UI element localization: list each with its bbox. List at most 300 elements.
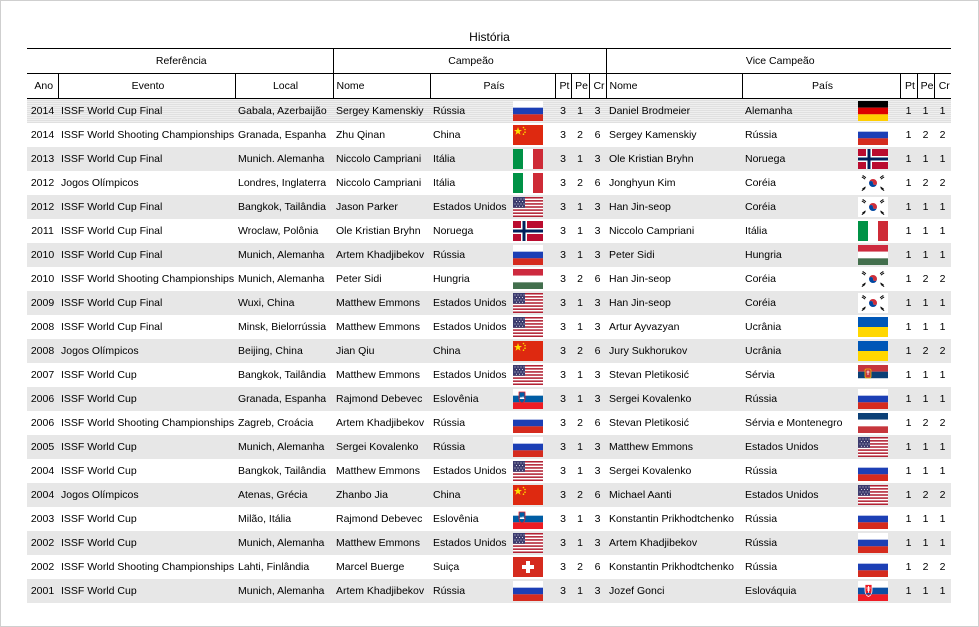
cell-campeao-pt: 3 xyxy=(555,531,571,555)
table-title: História xyxy=(469,30,510,44)
cell-campeao-pt: 3 xyxy=(560,416,566,429)
cell-vice-pais xyxy=(742,483,900,507)
cell-vice-nome: Stevan Pletikosić xyxy=(609,368,689,381)
col-campeao-pe: Pe xyxy=(571,74,589,99)
italy-flag-icon xyxy=(513,149,543,169)
russia-flag-icon xyxy=(858,533,888,553)
cell-campeao-nome: Niccolo Campriani xyxy=(333,147,430,171)
cell-campeao-nome: Zhanbo Jia xyxy=(333,483,430,507)
cell-evento: Jogos Olímpicos xyxy=(61,176,139,189)
group-campeao: Campeão xyxy=(333,49,606,74)
cell-ano: 2010 xyxy=(30,272,55,285)
cell-vice-pais xyxy=(742,315,900,339)
cell-vice-cr: 2 xyxy=(939,128,946,141)
cell-evento: ISSF World Cup Final xyxy=(58,243,235,267)
country-name: Itália xyxy=(433,152,456,165)
cell-local: Granada, Espanha xyxy=(235,387,333,411)
cell-local: Munich, Alemanha xyxy=(235,435,333,459)
germany-flag-icon xyxy=(858,101,888,121)
cell-vice-cr: 2 xyxy=(939,560,946,573)
col-vice-nome: Nome xyxy=(606,74,742,99)
cell-campeao-pt: 3 xyxy=(560,224,566,237)
cell-campeao-pais xyxy=(430,219,555,243)
cell-vice-pe: 2 xyxy=(922,272,929,285)
cell-campeao-nome: Artem Khadjibekov xyxy=(336,416,425,429)
cell-vice-pe: 1 xyxy=(922,224,929,237)
cell-vice-pais xyxy=(742,291,900,315)
cell-vice-pais xyxy=(742,387,900,411)
cell-campeao-pe: 2 xyxy=(577,272,583,285)
country-name: Noruega xyxy=(745,152,786,165)
country-name: Rússia xyxy=(433,440,466,453)
korea-flag-icon xyxy=(858,293,888,313)
cell-vice-pt: 1 xyxy=(905,560,912,573)
country-name: Hungria xyxy=(433,272,470,285)
country-name: Rússia xyxy=(745,560,778,573)
cell-campeao-pt: 3 xyxy=(555,243,571,267)
country-name: Eslováquia xyxy=(745,584,797,597)
country-name: Eslovênia xyxy=(433,512,479,525)
cell-local: Gabala, Azerbaijão xyxy=(235,99,333,123)
cell-campeao-cr: 3 xyxy=(589,147,606,171)
cell-vice-pe: 1 xyxy=(922,320,929,333)
cell-evento: ISSF World Cup xyxy=(58,387,235,411)
cell-campeao-nome: Artem Khadjibekov xyxy=(333,579,430,603)
cell-vice-nome: Han Jin-seop xyxy=(609,272,671,285)
country-name: Noruega xyxy=(433,224,474,237)
cell-evento: ISSF World Cup xyxy=(61,368,137,381)
cell-vice-nome: Konstantin Prikhodtchenko xyxy=(609,512,734,525)
cell-vice-pt: 1 xyxy=(900,483,917,507)
cell-evento: ISSF World Cup Final xyxy=(58,147,235,171)
country-name: Estados Unidos xyxy=(745,488,819,501)
country-name: Eslovênia xyxy=(433,392,479,405)
cell-vice-pe: 1 xyxy=(917,387,934,411)
cell-campeao-pais xyxy=(430,531,555,555)
cell-local: Minsk, Bielorrússia xyxy=(238,320,327,333)
cell-local: Atenas, Grécia xyxy=(235,483,333,507)
cell-ano: 2013 xyxy=(27,147,58,171)
cell-vice-cr: 1 xyxy=(934,291,951,315)
country-name: Estados Unidos xyxy=(433,368,507,381)
cell-campeao-pais xyxy=(430,291,555,315)
cell-campeao-pt: 3 xyxy=(555,339,571,363)
cell-vice-nome: Han Jin-seop xyxy=(606,195,742,219)
table-row xyxy=(27,435,951,459)
cell-evento: ISSF World Cup Final xyxy=(61,224,163,237)
russia-flag-icon xyxy=(858,125,888,145)
cell-campeao-pe: 1 xyxy=(571,195,589,219)
table-row xyxy=(27,147,951,171)
country-name: Coréia xyxy=(745,272,776,285)
cell-vice-cr: 1 xyxy=(939,512,946,525)
cell-vice-pt: 1 xyxy=(900,99,917,123)
country-name: Sérvia xyxy=(745,368,775,381)
cell-campeao-nome: Marcel Buerge xyxy=(336,560,405,573)
cell-campeao-pais xyxy=(430,339,555,363)
cell-vice-nome: Artem Khadjibekov xyxy=(606,531,742,555)
country-name: Rússia xyxy=(433,104,466,117)
cell-vice-nome: Ole Kristian Bryhn xyxy=(606,147,742,171)
country-name: Ucrânia xyxy=(745,320,782,333)
cell-local: Bangkok, Tailândia xyxy=(238,464,326,477)
cell-campeao-cr: 6 xyxy=(594,560,601,573)
cell-campeao-pe: 2 xyxy=(577,176,583,189)
norway-flag-icon xyxy=(513,221,543,241)
cell-vice-cr: 2 xyxy=(939,416,946,429)
cell-vice-pt: 1 xyxy=(905,512,912,525)
cell-vice-pt: 1 xyxy=(905,176,912,189)
cell-vice-cr: 1 xyxy=(934,243,951,267)
cell-vice-cr: 2 xyxy=(939,176,946,189)
cell-campeao-pe: 1 xyxy=(571,387,589,411)
cell-ano: 2014 xyxy=(27,99,58,123)
cell-vice-cr: 1 xyxy=(934,579,951,603)
country-name: Hungria xyxy=(745,248,782,261)
serbiamontenegro-flag-icon xyxy=(858,413,888,433)
col-campeao-nome: Nome xyxy=(333,74,430,99)
table-row xyxy=(27,171,951,195)
col-campeao-pais: País xyxy=(430,74,555,99)
cell-vice-cr: 1 xyxy=(934,99,951,123)
italy-flag-icon xyxy=(858,221,888,241)
cell-vice-pe: 1 xyxy=(917,195,934,219)
cell-vice-cr: 1 xyxy=(939,224,946,237)
cell-vice-pt: 1 xyxy=(905,464,912,477)
cell-campeao-pe: 1 xyxy=(577,512,583,525)
cell-evento: ISSF World Cup xyxy=(58,435,235,459)
cell-local: Munich. Alemanha xyxy=(235,147,333,171)
cell-campeao-cr: 3 xyxy=(589,579,606,603)
cell-ano: 2011 xyxy=(31,224,54,237)
russia-flag-icon xyxy=(858,389,888,409)
cell-campeao-pe: 2 xyxy=(577,560,583,573)
cell-vice-pe: 1 xyxy=(917,243,934,267)
country-name: Coréia xyxy=(745,200,776,213)
cell-campeao-pt: 3 xyxy=(555,483,571,507)
cell-vice-pt: 1 xyxy=(905,272,912,285)
cell-local: Lahti, Finlândia xyxy=(238,560,310,573)
cell-vice-pe: 1 xyxy=(917,147,934,171)
table-row xyxy=(27,315,951,339)
cell-vice-nome: Jury Sukhorukov xyxy=(606,339,742,363)
cell-campeao-cr: 3 xyxy=(589,99,606,123)
country-name: Itália xyxy=(745,224,768,237)
cell-evento: ISSF World Cup Final xyxy=(61,320,163,333)
cell-vice-cr: 1 xyxy=(939,320,946,333)
table-row xyxy=(27,123,951,147)
table-body xyxy=(27,99,951,603)
cell-evento: ISSF World Shooting Championships xyxy=(61,416,235,429)
cell-vice-cr: 1 xyxy=(934,531,951,555)
cell-campeao-cr: 6 xyxy=(594,176,601,189)
cell-vice-pt: 1 xyxy=(905,224,912,237)
country-name: Rússia xyxy=(745,512,778,525)
cell-local: Londres, Inglaterra xyxy=(238,176,327,189)
cell-campeao-pais xyxy=(430,411,555,435)
slovakia-flag-icon xyxy=(858,581,888,601)
cell-evento: Jogos Olímpicos xyxy=(58,483,235,507)
cell-ano: 2008 xyxy=(27,339,58,363)
cell-vice-cr: 1 xyxy=(934,147,951,171)
cell-evento: ISSF World Shooting Championships xyxy=(61,560,235,573)
country-name: Ucrânia xyxy=(745,344,782,357)
cell-campeao-pt: 3 xyxy=(555,579,571,603)
cell-vice-nome: Han Jin-seop xyxy=(606,291,742,315)
cell-campeao-pais xyxy=(430,243,555,267)
cell-campeao-nome: Matthew Emmons xyxy=(336,320,421,333)
cell-vice-pe: 1 xyxy=(922,512,929,525)
cell-vice-pe: 2 xyxy=(922,176,929,189)
cell-evento: ISSF World Cup xyxy=(58,579,235,603)
usa-flag-icon xyxy=(513,461,543,481)
cell-ano: 2014 xyxy=(30,128,55,141)
cell-vice-pt: 1 xyxy=(905,416,912,429)
cell-ano: 2005 xyxy=(27,435,58,459)
cell-vice-nome: Sergei Kovalenko xyxy=(609,464,692,477)
cell-campeao-pais xyxy=(430,507,555,531)
cell-vice-pe: 2 xyxy=(917,483,934,507)
cell-vice-cr: 1 xyxy=(934,435,951,459)
usa-flag-icon xyxy=(513,197,543,217)
cell-campeao-pais xyxy=(430,123,555,147)
cell-local: Bangkok, Tailândia xyxy=(235,195,333,219)
cell-ano: 2003 xyxy=(30,512,55,525)
cell-campeao-pt: 3 xyxy=(555,99,571,123)
country-name: China xyxy=(433,344,461,357)
table-row xyxy=(27,243,951,267)
cell-campeao-pais xyxy=(430,483,555,507)
cell-vice-pe: 1 xyxy=(917,435,934,459)
cell-ano: 2001 xyxy=(27,579,58,603)
cell-campeao-pe: 1 xyxy=(571,435,589,459)
cell-campeao-pt: 3 xyxy=(555,435,571,459)
cell-campeao-pais xyxy=(430,195,555,219)
table-row xyxy=(27,459,951,483)
cell-vice-pais xyxy=(742,555,900,579)
cell-local: Granada, Espanha xyxy=(238,128,327,141)
cell-vice-pe: 1 xyxy=(917,579,934,603)
cell-campeao-nome: Matthew Emmons xyxy=(336,464,421,477)
cell-local: Beijing, China xyxy=(235,339,333,363)
cell-campeao-pais xyxy=(430,435,555,459)
korea-flag-icon xyxy=(858,173,888,193)
cell-ano: 2009 xyxy=(27,291,58,315)
cell-ano: 2002 xyxy=(30,560,55,573)
cell-campeao-pt: 3 xyxy=(560,128,566,141)
cell-vice-pe: 2 xyxy=(922,416,929,429)
cell-ano: 2002 xyxy=(27,531,58,555)
cell-ano: 2008 xyxy=(30,320,55,333)
cell-vice-nome: Matthew Emmons xyxy=(606,435,742,459)
cell-vice-nome: Sergei Kovalenko xyxy=(606,387,742,411)
cell-campeao-pt: 3 xyxy=(555,387,571,411)
cell-vice-pt: 1 xyxy=(900,291,917,315)
cell-campeao-pt: 3 xyxy=(560,512,566,525)
hungary-flag-icon xyxy=(513,269,543,289)
cell-campeao-nome: Zhu Qinan xyxy=(336,128,386,141)
col-campeao-pt: Pt xyxy=(555,74,571,99)
table-row xyxy=(27,99,951,123)
russia-flag-icon xyxy=(858,461,888,481)
norway-flag-icon xyxy=(858,149,888,169)
cell-vice-pe: 1 xyxy=(917,99,934,123)
cell-vice-pais xyxy=(742,339,900,363)
cell-campeao-nome: Peter Sidi xyxy=(336,272,382,285)
group-referencia: Referência xyxy=(27,49,333,74)
cell-vice-pais xyxy=(742,195,900,219)
cell-campeao-cr: 6 xyxy=(594,128,601,141)
cell-vice-pe: 2 xyxy=(917,339,934,363)
cell-local: Wroclaw, Polônia xyxy=(238,224,319,237)
cell-vice-cr: 2 xyxy=(934,483,951,507)
col-vice-pt: Pt xyxy=(900,74,917,99)
usa-flag-icon xyxy=(513,533,543,553)
cell-local: Munich, Alemanha xyxy=(235,243,333,267)
col-vice-cr: Cr xyxy=(934,74,951,99)
cell-vice-pais xyxy=(742,531,900,555)
cell-evento: ISSF World Cup xyxy=(61,464,137,477)
cell-vice-pais xyxy=(742,99,900,123)
cell-campeao-pe: 2 xyxy=(571,483,589,507)
cell-vice-cr: 1 xyxy=(934,387,951,411)
usa-flag-icon xyxy=(858,485,888,505)
cell-evento: ISSF World Cup xyxy=(61,512,137,525)
russia-flag-icon xyxy=(513,581,543,601)
cell-campeao-cr: 3 xyxy=(589,435,606,459)
cell-vice-cr: 2 xyxy=(939,272,946,285)
cell-vice-nome: Peter Sidi xyxy=(606,243,742,267)
cell-vice-pais xyxy=(742,363,900,387)
cell-campeao-cr: 3 xyxy=(594,464,601,477)
cell-ano: 2006 xyxy=(27,387,58,411)
col-vice-pais: País xyxy=(742,74,900,99)
italy-flag-icon xyxy=(513,173,543,193)
china-flag-icon xyxy=(513,125,543,145)
cell-campeao-cr: 3 xyxy=(589,531,606,555)
cell-campeao-nome: Ole Kristian Bryhn xyxy=(336,224,421,237)
cell-campeao-cr: 3 xyxy=(589,387,606,411)
cell-campeao-pais xyxy=(430,147,555,171)
country-name: Itália xyxy=(433,176,456,189)
hungary-flag-icon xyxy=(858,245,888,265)
cell-ano: 2006 xyxy=(30,416,55,429)
slovenia-flag-icon xyxy=(513,509,543,529)
cell-vice-pe: 1 xyxy=(922,368,929,381)
cell-campeao-nome: Jason Parker xyxy=(333,195,430,219)
cell-campeao-pt: 3 xyxy=(560,272,566,285)
cell-vice-pais xyxy=(742,171,900,195)
country-name: Sérvia e Montenegro xyxy=(745,416,843,429)
cell-vice-pais xyxy=(742,147,900,171)
cell-ano: 2004 xyxy=(30,464,55,477)
cell-campeao-pt: 3 xyxy=(560,560,566,573)
history-table xyxy=(27,48,951,603)
cell-campeao-nome: Jian Qiu xyxy=(333,339,430,363)
cell-campeao-pe: 1 xyxy=(577,224,583,237)
country-name: Rússia xyxy=(433,584,466,597)
country-name: Alemanha xyxy=(745,104,793,117)
cell-campeao-pais xyxy=(430,579,555,603)
cell-vice-pt: 1 xyxy=(905,368,912,381)
cell-campeao-pais xyxy=(430,555,555,579)
col-evento: Evento xyxy=(58,74,235,99)
cell-ano: 2012 xyxy=(27,195,58,219)
table-row xyxy=(27,579,951,603)
table-row xyxy=(27,219,951,243)
table-row xyxy=(27,291,951,315)
cell-evento: ISSF World Cup xyxy=(58,531,235,555)
cell-campeao-cr: 3 xyxy=(589,243,606,267)
cell-campeao-pt: 3 xyxy=(560,320,566,333)
cell-ano: 2010 xyxy=(27,243,58,267)
russia-flag-icon xyxy=(858,557,888,577)
table-row xyxy=(27,195,951,219)
cell-ano: 2007 xyxy=(30,368,55,381)
cell-vice-nome: Michael Aanti xyxy=(606,483,742,507)
cell-evento: ISSF World Cup Final xyxy=(58,99,235,123)
usa-flag-icon xyxy=(513,365,543,385)
country-name: Rússia xyxy=(433,416,466,429)
korea-flag-icon xyxy=(858,269,888,289)
serbia-flag-icon xyxy=(858,365,888,385)
cell-vice-nome: Jozef Gonci xyxy=(606,579,742,603)
cell-campeao-cr: 3 xyxy=(589,291,606,315)
cell-vice-pt: 1 xyxy=(900,243,917,267)
switzerland-flag-icon xyxy=(513,557,543,577)
cell-ano: 2012 xyxy=(30,176,55,189)
cell-vice-pais xyxy=(742,579,900,603)
cell-campeao-cr: 6 xyxy=(589,483,606,507)
col-vice-pe: Pe xyxy=(917,74,934,99)
cell-vice-pt: 1 xyxy=(905,320,912,333)
table-row xyxy=(27,387,951,411)
russia-flag-icon xyxy=(513,101,543,121)
cell-campeao-pe: 1 xyxy=(571,291,589,315)
cell-vice-cr: 1 xyxy=(939,368,946,381)
usa-flag-icon xyxy=(513,317,543,337)
cell-campeao-nome: Niccolo Campriani xyxy=(336,176,422,189)
cell-campeao-nome: Matthew Emmons xyxy=(333,531,430,555)
cell-vice-pe: 2 xyxy=(922,128,929,141)
country-name: Estados Unidos xyxy=(433,200,507,213)
table-row xyxy=(27,531,951,555)
ukraine-flag-icon xyxy=(858,341,888,361)
cell-vice-pt: 1 xyxy=(900,387,917,411)
russia-flag-icon xyxy=(513,437,543,457)
group-vice-campeao: Vice Campeão xyxy=(606,49,951,74)
cell-campeao-pt: 3 xyxy=(560,464,566,477)
cell-vice-pais xyxy=(742,243,900,267)
cell-campeao-pais xyxy=(430,171,555,195)
table-row xyxy=(27,363,951,387)
cell-campeao-pe: 1 xyxy=(577,368,583,381)
cell-vice-cr: 1 xyxy=(939,464,946,477)
cell-vice-pt: 1 xyxy=(900,339,917,363)
col-ano: Ano xyxy=(27,74,58,99)
cell-vice-pe: 1 xyxy=(917,531,934,555)
usa-flag-icon xyxy=(858,437,888,457)
cell-vice-pe: 1 xyxy=(917,291,934,315)
russia-flag-icon xyxy=(513,245,543,265)
cell-evento: ISSF World Cup Final xyxy=(58,195,235,219)
cell-campeao-nome: Matthew Emmons xyxy=(336,368,421,381)
cell-campeao-cr: 3 xyxy=(589,195,606,219)
russia-flag-icon xyxy=(858,509,888,529)
table-row xyxy=(27,555,951,579)
cell-campeao-cr: 6 xyxy=(594,416,601,429)
cell-campeao-pais xyxy=(430,387,555,411)
